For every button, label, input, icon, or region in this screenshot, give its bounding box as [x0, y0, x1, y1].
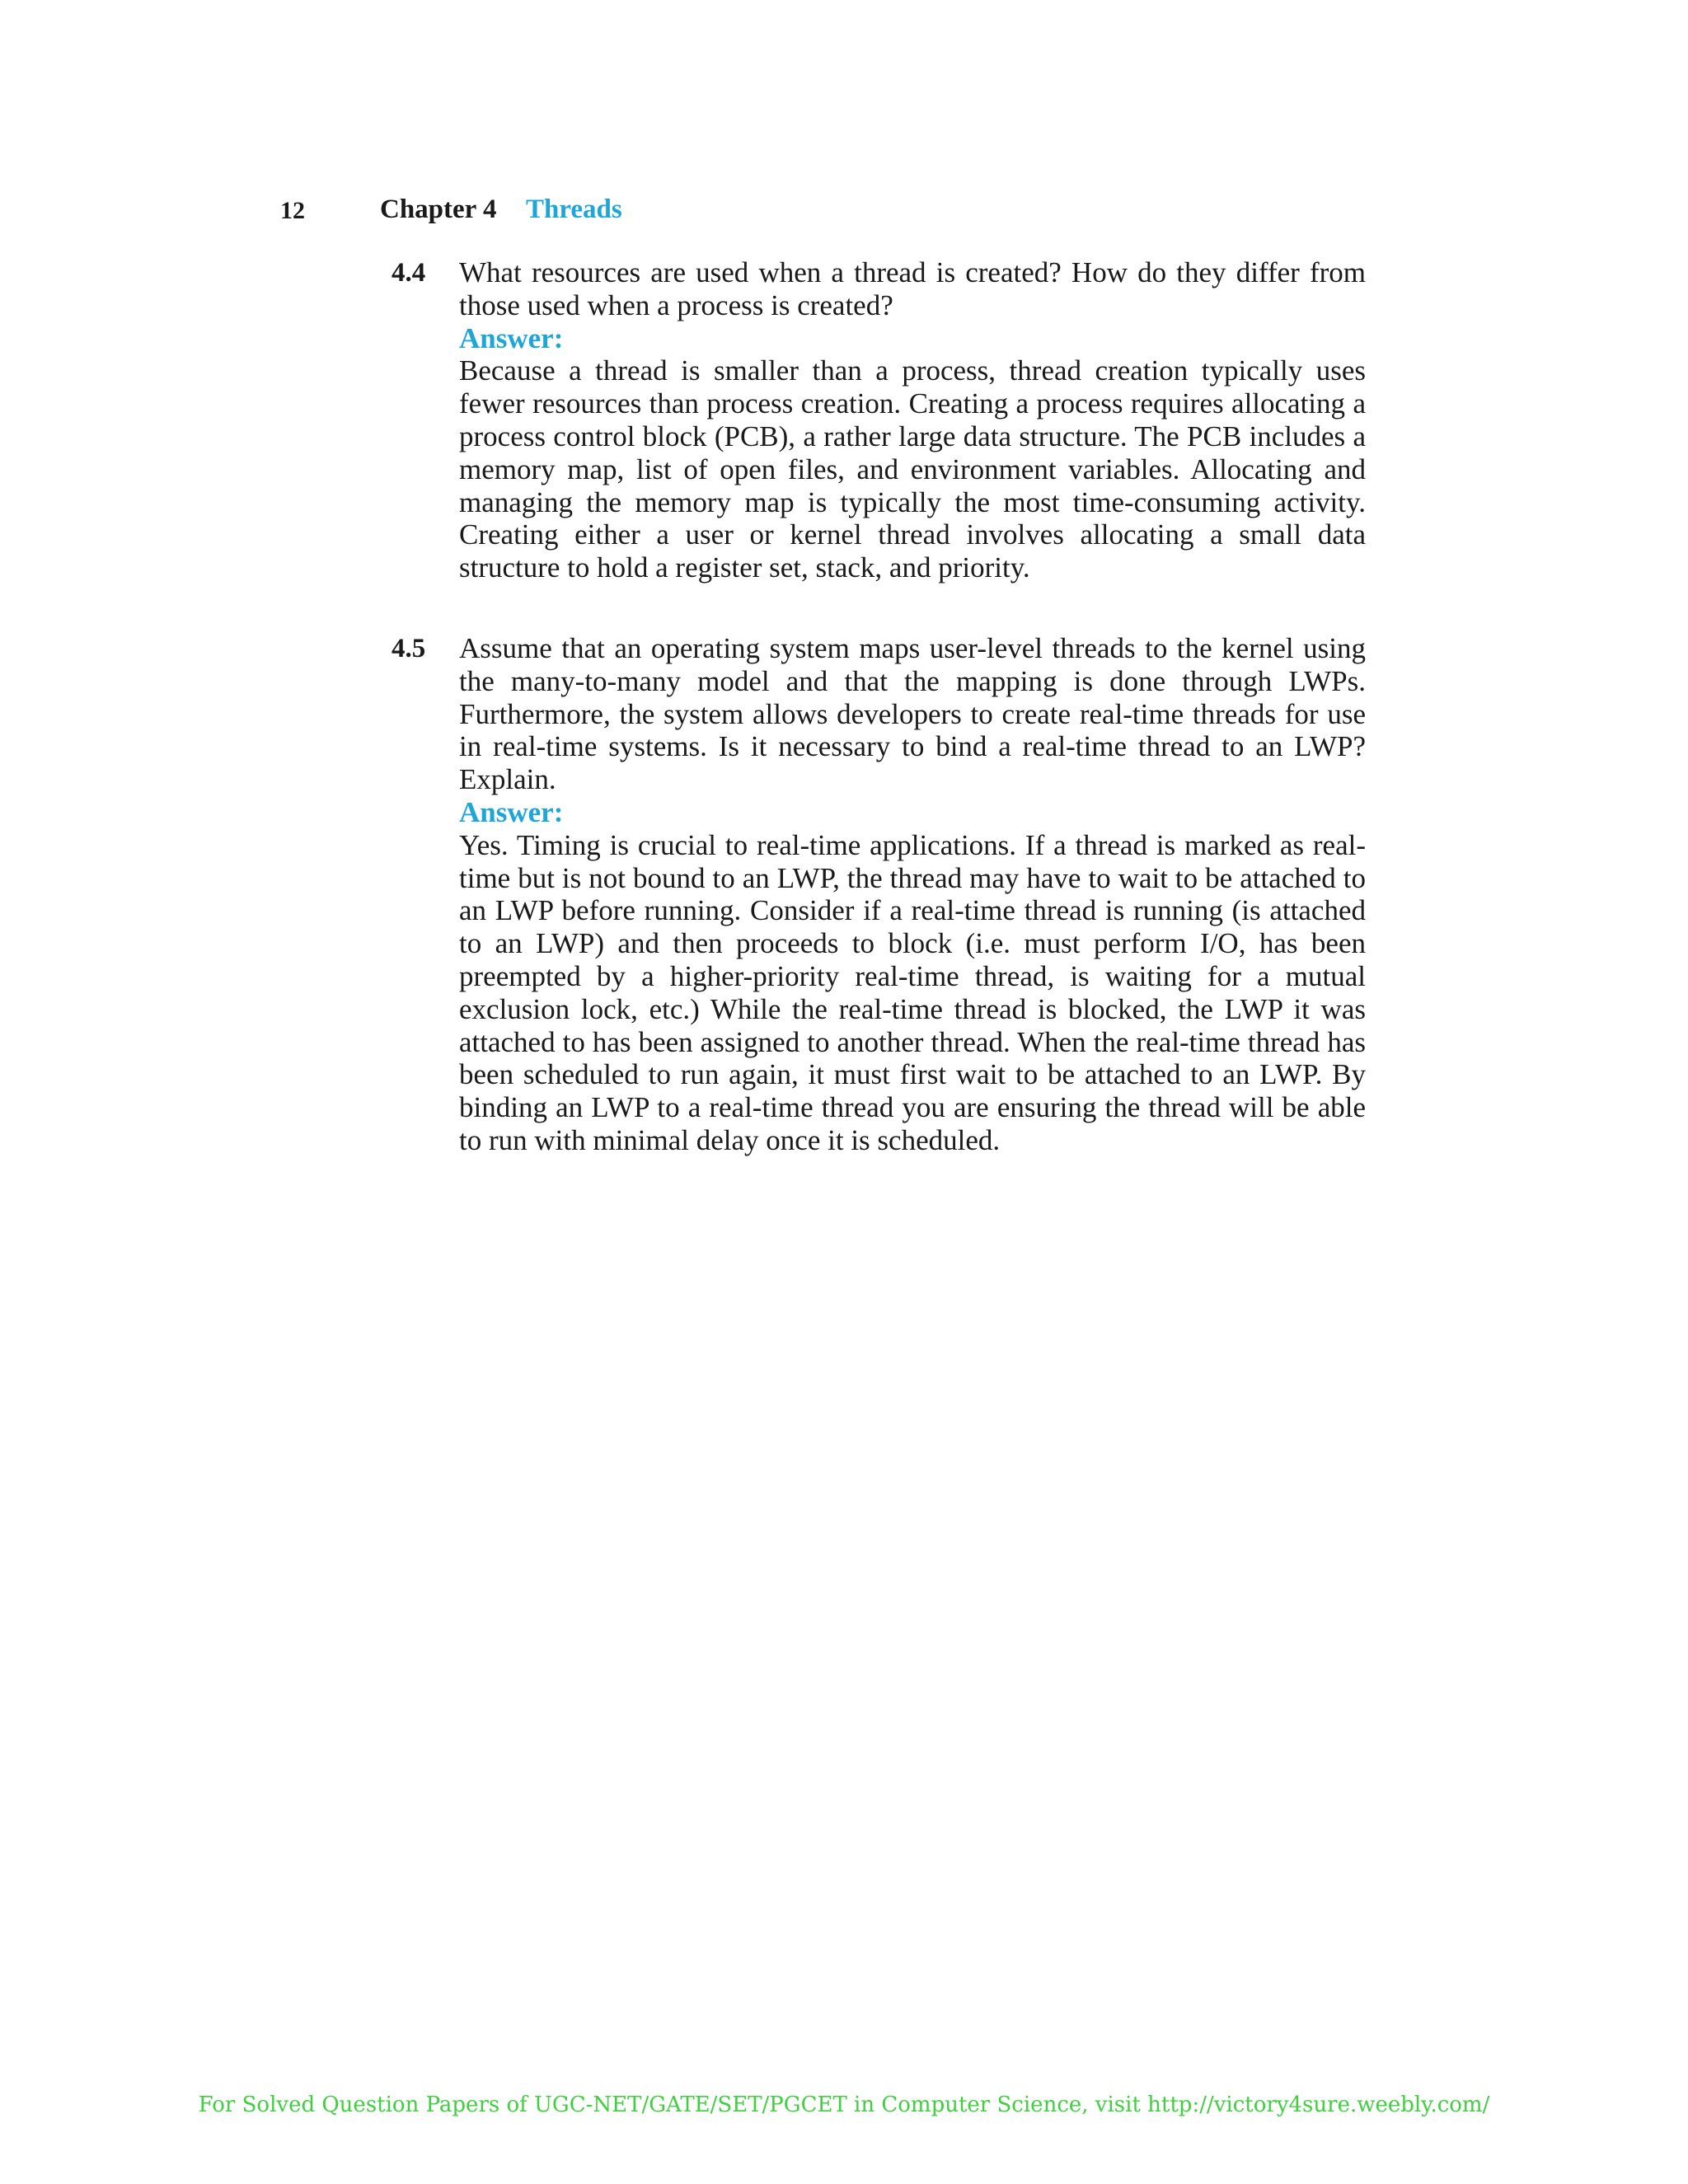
answer-text: Because a thread is smaller than a process, thread creation typically uses fewer resources than process creation. Creating a process requires allocating a process control block (PCB), a rather large data structure. The PCB includes a memory map, list of open files, and environment variables. Allocating and managing the memory map is typically the most time-consuming activity. Creating either a user or kernel thread involves allocating a small data structure to hold a register set, stack, and priority. — [459, 354, 1366, 584]
chapter-label: Chapter 4 — [380, 194, 497, 224]
page-number: 12 — [280, 197, 305, 224]
answer-text: Yes. Timing is crucial to real-time applications. If a thread is marked as real-time but is not bound to an LWP, the thread may have to wait to be attached to an LWP before running. Consider if a real-time thread is running (is attached to an LWP) and then proceeds to block (i.e. must perform I/O, has been preempted by a higher-priority real-time thread, is waiting for a mutual exclusion lock, etc.) While the real-time thread is blocked, the LWP it was attached to has been assigned to another thread. When the real-time thread has been scheduled to run again, it must first wait to be attached to an LWP. By binding an LWP to a real-time thread you are ensuring the thread will be able to run with minimal delay once it is scheduled. — [459, 828, 1366, 1156]
question-text: Assume that an operating system maps user-level threads to the kernel using the many-to-many model and that the mapping is done through LWPs. Furthermore, the system allows developers to create real-time threads for use in real-time systems. Is it necessary to bind a real-time thread to an LWP? Explain. — [459, 632, 1366, 796]
question-text: What resources are used when a thread is created? How do they differ from those used when a process is created? — [459, 256, 1366, 321]
exercise-body — [459, 256, 1366, 584]
chapter-title: Threads — [526, 194, 622, 224]
running-head — [280, 190, 1385, 229]
exercise-number: 4.4 — [392, 258, 426, 288]
exercise-number: 4.5 — [392, 634, 426, 663]
answer-label: Answer: — [459, 321, 564, 354]
answer-label: Answer: — [459, 795, 564, 828]
exercise-body — [459, 632, 1366, 1157]
footer-promo-text: For Solved Question Papers of UGC-NET/GATE/SET/PGCET in Computer Science, visit http://victory4sure.weebly.com/ — [198, 2093, 1490, 2117]
